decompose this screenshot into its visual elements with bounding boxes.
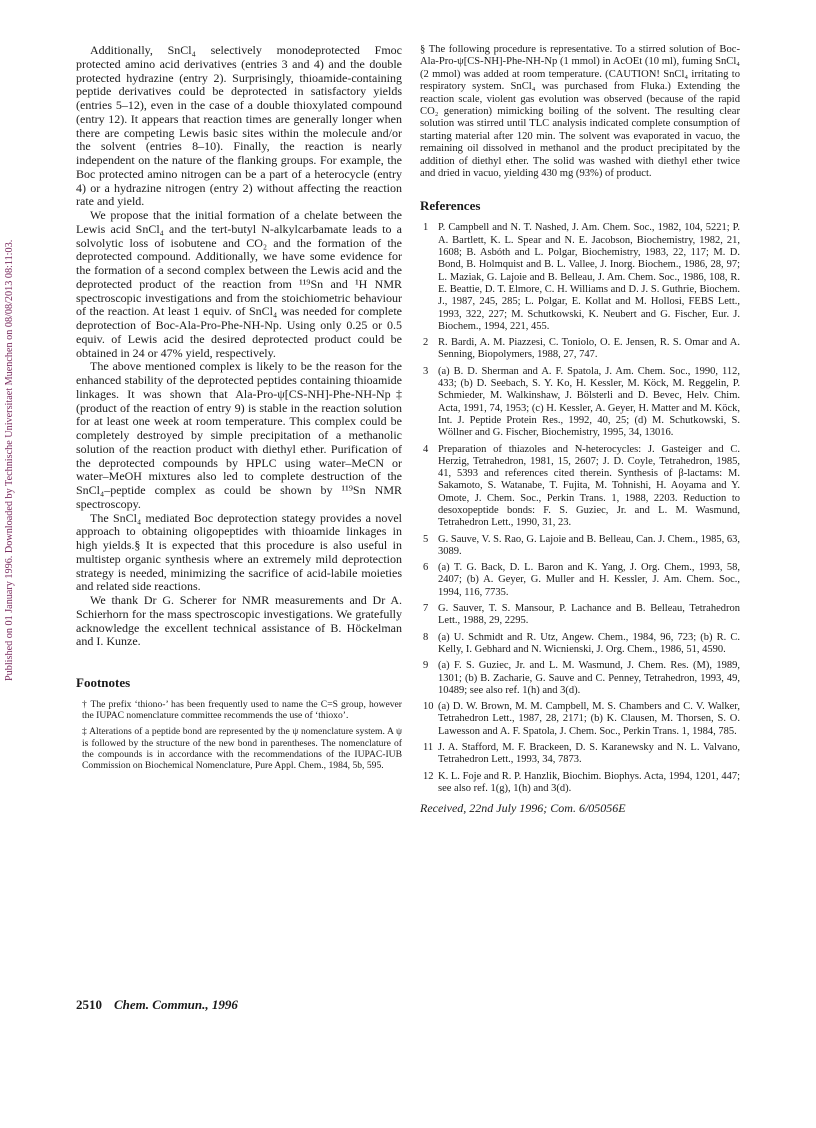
reference-number: 3 (423, 365, 429, 377)
reference-text: (a) D. W. Brown, M. M. Campbell, M. S. Chambers and C. V. Walker, Tetrahedron Lett., 1987, 28, 2171; (b) K. Clausen, M. Thorsen, S. O. Lawesson and A. F. Spatola, J. Chem. Soc., Perkin Trans. 1, 1984, 785. (438, 701, 740, 737)
body-paragraph: We propose that the initial formation of a chelate between the Lewis acid SnCl₄ and the tert-butyl N-alkylcarbamate leads to a solvolytic loss of isobutene and CO₂ and the formation of the deprotected compound. Additionally, we have some evidence for the formation of a second complex between the Lewis acid and the deprotected product of the reaction from ¹¹⁹Sn and ¹H NMR spectroscopic investigations and from the stoichiometric behaviour of the reaction. At least 1 equiv. of SnCl₄ was needed for complete deprotection of Boc-Ala-Pro-Phe-NH-Np. Using only 0.25 or 0.5 equiv. of Lewis acid the desired deprotected product could be obtained in 24 or 47% yield, respectively. (76, 208, 402, 360)
reference-text: J. A. Stafford, M. F. Brackeen, D. S. Karanewsky and N. L. Valvano, Tetrahedron Lett., 1993, 34, 7873. (438, 742, 740, 766)
received-line: Received, 22nd July 1996; Com. 6/05056E (420, 801, 626, 816)
reference-number: 5 (423, 533, 429, 545)
reference-number: 2 (423, 337, 429, 349)
page-number: 2510 (76, 997, 102, 1012)
reference-number: 1 (423, 222, 429, 234)
reference-item (420, 222, 740, 333)
reference-number: 12 (423, 770, 434, 782)
reference-item (420, 534, 740, 559)
footnote: † The prefix ‘thiono-’ has been frequently used to name the C=S group, however the IUPAC nomenclature committee recommends the use of ‘thioxo’. (82, 699, 402, 722)
reference-number: 8 (423, 631, 429, 643)
reference-text: (a) F. S. Guziec, Jr. and L. M. Wasmund, J. Chem. Res. (M), 1989, 1301; (b) B. Zacharie, G. Sauve and C. Penney, Tetrahedron, 1993, 49, 10489; see also ref. 1(h) and 3(d). (438, 660, 740, 696)
left-column (76, 44, 402, 776)
reference-number: 4 (423, 443, 429, 455)
footnotes-heading: Footnotes (76, 675, 131, 690)
footnote: ‡ Alterations of a peptide bond are represented by the ψ nomenclature system. A ψ is followed by the structure of the new bond in parentheses. The nomenclature of the compounds is in accordance with the recommendations of the IUPAC-IUB Commission on Biochemical Nomenclature, Pure Appl. Chem., 1984, 5b, 595. (82, 726, 402, 772)
reference-item (420, 701, 740, 738)
reference-text: R. Bardi, A. M. Piazzesi, C. Toniolo, O. E. Jensen, R. S. Omar and A. Senning, Biopolymers, 1988, 27, 747. (438, 337, 740, 361)
journal-name: Chem. Commun., 1996 (114, 997, 238, 1012)
reference-item (420, 366, 740, 440)
reference-number: 10 (423, 701, 434, 713)
right-column (420, 44, 740, 816)
page-footer (76, 997, 238, 1013)
reference-number: 9 (423, 660, 429, 672)
body-paragraph: The above mentioned complex is likely to be the reason for the enhanced stability of the deprotected peptides containing thioamide linkages. It was shown that Ala-Pro-ψ[CS-NH]-Phe-NH-Np‡ (product of the reaction of entry 9) is stable in the reaction solution for at least one week at room temperature. This complex could be completely destroyed by simple precipitation of a methanolic solution of the reaction product with diethyl ether. Purification of the deprotected compounds by HPLC using water–MeCN or water–MeOH mixtures also led to complete destruction of the SnCl₄–peptide complex as could be shown by ¹¹⁹Sn NMR spectroscopy. (76, 359, 402, 511)
body-paragraph: Additionally, SnCl₄ selectively monodeprotected Fmoc protected amino acid derivatives (entries 3 and 4) and the double protected hydrazine (entry 2). Surprisingly, thioamide-containing peptide derivatives could be deprotected in satisfactory yields (entries 5–12), even in the case of a double thioxylated compound (entry 12). It appears that reaction times are generally longer when there are competing Lewis basic sites within the molecule and/or the solvent (entries 8–10). Finally, the reaction is nearly independent on the nature of the flanking groups. For example, the Boc protected amino nitrogen can be a part of a heterocycle (entry 4) or a hydrazine nitrogen (entry 2) without affecting the reaction rate and yield. (76, 43, 402, 209)
reference-item (420, 742, 740, 767)
reference-item (420, 444, 740, 530)
reference-text: (a) T. G. Back, D. L. Baron and K. Yang, J. Org. Chem., 1993, 58, 2407; (b) A. Geyer, G. Muller and H. Kessler, J. Am. Chem. Soc., 1994, 116, 7735. (438, 562, 740, 598)
body-paragraph: The SnCl₄ mediated Boc deprotection stategy provides a novel approach to obtaining oligopeptides with thioamide linkages in high yields.§ It is expected that this procedure is also useful in multistep organic synthesis where an extremely mild deprotection strategy is needed, minimizing the sacrifice of acid-labile moieties and related side reactions. (76, 510, 402, 594)
reference-item (420, 660, 740, 697)
body-paragraph: We thank Dr G. Scherer for NMR measurements and Dr A. Schierhorn for the mass spectroscopic investigations. We gratefully acknowledge the excellent technical assistance of B. Höckelman and I. Kunze. (76, 593, 402, 649)
reference-text: (a) U. Schmidt and R. Utz, Angew. Chem., 1984, 96, 723; (b) R. C. Kelly, I. Gebhard and N. Wicnienski, J. Org. Chem., 1986, 51, 4590. (438, 631, 740, 655)
reference-item (420, 562, 740, 599)
reference-text: G. Sauver, T. S. Mansour, P. Lachance and B. Belleau, Tetrahedron Lett., 1988, 29, 2295. (438, 603, 740, 627)
reference-text: Preparation of thiazoles and N-heterocycles: J. Gasteiger and C. Herzig, Tetrahedron, 1981, 15, 2607; J. D. Coyle, Tetrahedron, 1985, 41, 5393 and references cited therein. Synthesis of β-lactams: M. Sakamoto, S. Watanabe, T. Fujita, M. Tohnishi, H. Aoyama and Y. Omote, J. Chem. Soc., Perkin Trans. 1, 1988, 2203. Reduction to desoxopeptide bonds: F. S. Guziec, Jr. and L. M. Wasmund, Tetrahedron Lett., 1990, 31, 23. (438, 443, 740, 529)
reference-text: (a) B. D. Sherman and A. F. Spatola, J. Am. Chem. Soc., 1990, 112, 433; (b) D. Seebach, S. Y. Ko, H. Kessler, M. Köck, M. Reggelin, P. Schmieder, M. Walkinshaw, J. Bölsterli and D. Bevec, Helv. Chim. Acta, 1991, 74, 1953; (c) H. Kessler, A. Geyer, H. Matter and M. Köck, Int. J. Peptide Protein Res., 1992, 40, 25; (d) M. Schutkowski, S. Wöllner and G. Fischer, Biochemistry, 1995, 34, 13016. (438, 365, 740, 439)
references-heading: References (420, 198, 481, 214)
reference-item (420, 603, 740, 628)
reference-number: 6 (423, 562, 429, 574)
reference-list (420, 222, 740, 795)
body-text (76, 44, 402, 649)
procedure-note: § The following procedure is representative. To a stirred solution of Boc-Ala-Pro-ψ[CS-NH]-Phe-NH-Np (1 mmol) in AcOEt (10 ml), fuming SnCl₄ (2 mmol) was added at room temperature. (CAUTION! SnCl₄ irritating to respiratory system. SnCl₄ was purchased from Fluka.) Extending the reaction scale, violent gas evolution was observed (because of the rapid CO₂ generation) mimicking boiling of the solvent. The resulting clear solution was stirred until TLC analysis indicated complete consumption of starting material after 120 min. The solvent was evaporated in vacuo, the remaining oil dissolved in methanol and the product precipitated by the addition of diethyl ether. The solid was washed with diethyl ether twice and dried in vacuo, yielding 430 mg (93%) of product. (420, 44, 740, 180)
reference-text: P. Campbell and N. T. Nashed, J. Am. Chem. Soc., 1982, 104, 5221; P. A. Bartlett, K. L. Spear and N. E. Jacobson, Biochemistry, 1982, 21, 1608; B. Asbóth and L. Polgar, Biochemistry, 1983, 22, 117; M. D. Bond, B. Holmquist and B. L. Vallee, J. Inorg. Biochem., 1986, 28, 97; L. Maziak, G. Lajoie and B. Belleau, J. Am. Chem. Soc., 1986, 108, R. E. Beattie, D. T. Elmore, C. H. Williams and D. J. S. Guthrie, Biochem. J., 1987, 245, 285; L. Polgar, E. Kollat and M. Hollosi, FEBS Lett., 1993, 322, 227; M. Schutkowski, K. Neubert and G. Fischer, Eur. J. Biochem., 1994, 221, 455. (438, 222, 740, 332)
reference-text: K. L. Foje and R. P. Hanzlik, Biochim. Biophys. Acta, 1994, 1201, 447; see also ref. 1(g), 1(h) and 3(d). (438, 770, 740, 794)
reference-item (420, 632, 740, 657)
reference-number: 11 (423, 742, 434, 754)
reference-item (420, 337, 740, 362)
reference-number: 7 (423, 603, 429, 615)
reference-text: G. Sauve, V. S. Rao, G. Lajoie and B. Belleau, Can. J. Chem., 1985, 63, 3089. (438, 533, 740, 557)
download-watermark (2, 185, 18, 685)
reference-item (420, 771, 740, 796)
download-watermark-text: Published on 01 January 1996. Downloaded by Technische Universitaet Muenchen on 08/08/2013 08:11:03. (4, 239, 15, 681)
